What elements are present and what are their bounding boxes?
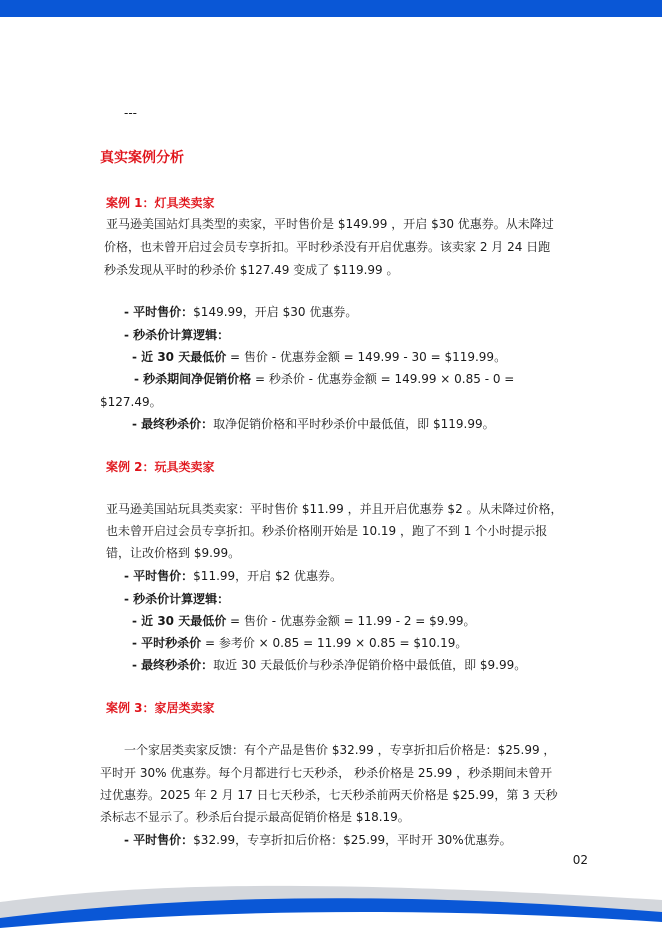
divider-text: --- xyxy=(124,106,137,120)
case2-flash-line xyxy=(132,636,467,650)
case3-price-line xyxy=(124,833,512,847)
case2-low30-line xyxy=(132,614,476,628)
case1-desc-line2: 价格，也未曾开启过会员专享折扣。平时秒杀没有开启优惠券。该卖家 2 月 24 日跑 xyxy=(104,240,551,254)
case2-desc-line2: 也未曾开启过会员专享折扣。秒杀价格刚开始是 10.19 ，跑了不到 1 个小时提示报 xyxy=(106,524,548,538)
case1-price-value: $149.99，开启 $30 优惠券。 xyxy=(193,305,358,319)
case1-price-label: - 平时售价： xyxy=(124,305,194,319)
case3-desc-line1: 一个家居类卖家反馈：有个产品是售价 $32.99 ，专享折扣后价格是：$25.99 ， xyxy=(124,743,556,757)
case1-title: 案例 1：灯具类卖家 xyxy=(106,196,215,210)
case2-price-line xyxy=(124,569,342,583)
case1-logic-label: - 秒杀价计算逻辑： xyxy=(124,328,230,342)
case3-price-value: $32.99，专享折扣后价格：$25.99，平时开 30%优惠券。 xyxy=(193,833,512,847)
footer-wave-decoration xyxy=(0,876,662,936)
case1-net-value: = 秒杀价 - 优惠券金额 = 149.99 × 0.85 - 0 = xyxy=(251,372,515,386)
case1-net-value-cont: $127.49。 xyxy=(100,395,162,409)
case2-final-value: 取近 30 天最低价与秒杀净促销价格中最低值，即 $9.99。 xyxy=(213,658,527,672)
case2-desc-line1: 亚马逊美国站玩具类卖家：平时售价 $11.99 ，并且开启优惠券 $2 。从未降过价格， xyxy=(106,502,563,516)
case2-final-label: - 最终秒杀价： xyxy=(132,658,214,672)
case3-desc-line4: 杀标志不显示了。秒杀后台提示最高促销价格是 $18.19。 xyxy=(100,810,410,824)
case2-flash-label: - 平时秒杀价 xyxy=(132,636,202,650)
case1-price-line xyxy=(124,305,357,319)
case1-low30-label: - 近 30 天最低价 xyxy=(132,350,227,364)
case1-final-value: 取净促销价格和平时秒杀价中最低值，即 $119.99。 xyxy=(213,417,495,431)
case3-desc-line2: 平时开 30% 优惠券。每个月都进行七天秒杀， 秒杀价格是 25.99 ，秒杀期间未曾开 xyxy=(100,766,553,780)
case3-desc-line3: 过优惠券。2025 年 2 月 17 日七天秒杀，七天秒杀前两天价格是 $25.99，第 3 天秒 xyxy=(100,788,558,802)
case3-price-label: - 平时售价： xyxy=(124,833,194,847)
top-accent-bar xyxy=(0,0,662,17)
case2-low30-label: - 近 30 天最低价 xyxy=(132,614,227,628)
case1-net-label: - 秒杀期间净促销价格 xyxy=(134,372,252,386)
page-number: 02 xyxy=(572,853,588,867)
case3-title: 案例 3：家居类卖家 xyxy=(106,701,215,715)
case2-flash-value: = 参考价 × 0.85 = 11.99 × 0.85 = $10.19。 xyxy=(201,636,468,650)
case2-title: 案例 2：玩具类卖家 xyxy=(106,460,215,474)
case2-low30-value: = 售价 - 优惠券金额 = 11.99 - 2 = $9.99。 xyxy=(226,614,476,628)
case1-net-line xyxy=(134,372,514,386)
case1-final-line xyxy=(132,417,495,431)
section-heading: 真实案例分析 xyxy=(100,150,184,166)
case1-desc-line3: 秒杀发现从平时的秒杀价 $127.49 变成了 $119.99 。 xyxy=(104,263,399,277)
case2-desc-line3: 错，让改价格到 $9.99。 xyxy=(106,546,241,560)
case2-price-value: $11.99，开启 $2 优惠券。 xyxy=(193,569,343,583)
case1-low30-value: = 售价 - 优惠券金额 = 149.99 - 30 = $119.99。 xyxy=(226,350,507,364)
case1-low30-line xyxy=(132,350,506,364)
case2-price-label: - 平时售价： xyxy=(124,569,194,583)
case2-logic-label: - 秒杀价计算逻辑： xyxy=(124,592,230,606)
case2-final-line xyxy=(132,658,526,672)
case1-final-label: - 最终秒杀价： xyxy=(132,417,214,431)
case1-desc-line1: 亚马逊美国站灯具类型的卖家，平时售价是 $149.99 ，开启 $30 优惠券。从未降过 xyxy=(106,217,554,231)
